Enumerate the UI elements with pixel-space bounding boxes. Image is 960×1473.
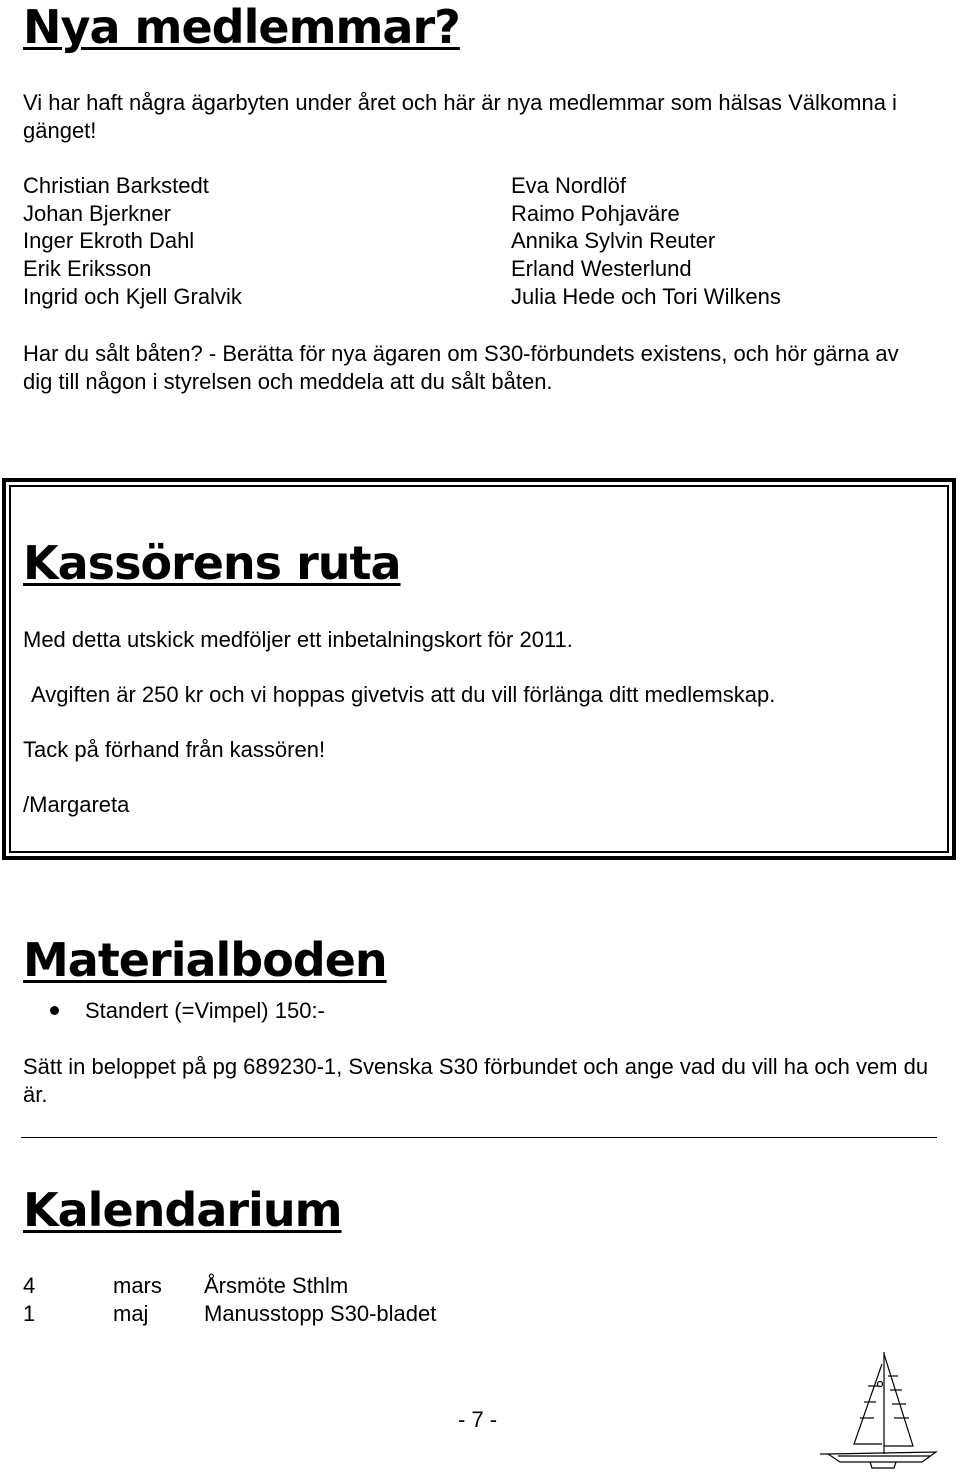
member-name: Inger Ekroth Dahl [23,228,195,254]
sailboat-icon [818,1346,943,1471]
member-name: Johan Bjerkner [23,200,171,226]
cashier-heading: Kassörens ruta [23,536,401,590]
calendar-month: mars [113,1273,162,1298]
list-item [50,997,325,1025]
member-name: Eva Nordlöf [511,173,626,198]
calendar-event: Årsmöte Sthlm [204,1273,349,1298]
member-name: Erland Westerlund [511,256,692,282]
cashier-line: Tack på förhand från kassören! [23,737,326,762]
calendar-day: 4 [23,1273,36,1298]
cashier-signature: /Margareta [23,792,130,817]
member-name: Raimo Pohjaväre [511,200,680,226]
new-members-heading: Nya medlemmar? [23,0,460,54]
material-instructions: Sätt in beloppet på pg 689230-1, Svenska S30 förbundet och ange vad du vill ha och vem du är. [23,1054,929,1107]
page-number: - 7 - [458,1407,498,1432]
member-name: Julia Hede och Tori Wilkens [511,283,781,309]
member-name: Ingrid och Kjell Gralvik [23,283,242,309]
member-name: Christian Barkstedt [23,173,209,198]
new-members-intro: Vi har haft några ägarbyten under året och här är nya medlemmar som hälsas Välkomna i gänget! [23,90,897,143]
bullet-icon [50,1006,59,1015]
member-name: Erik Eriksson [23,256,152,282]
calendar-event: Manusstopp S30-bladet [204,1301,437,1326]
member-name: Annika Sylvin Reuter [511,228,716,254]
member-names-left [23,172,242,311]
calendar-heading: Kalendarium [23,1183,342,1237]
calendar-month: maj [113,1301,149,1326]
material-item: Standert (=Vimpel) 150:- [85,998,325,1023]
material-heading: Materialboden [23,933,387,987]
cashier-line: Med detta utskick medföljer ett inbetalningskort för 2011. [23,627,573,652]
divider [21,1137,937,1138]
calendar-day: 1 [23,1301,36,1326]
cashier-line: Avgiften är 250 kr och vi hoppas givetvis att du vill förlänga ditt medlemskap. [31,682,776,707]
member-names-right [511,172,781,311]
sold-boat-note: Har du sålt båten? - Berätta för nya ägaren om S30-förbundets existens, och hör gärna av dig till någon i styrelsen och meddela att du sålt båten. [23,341,899,394]
